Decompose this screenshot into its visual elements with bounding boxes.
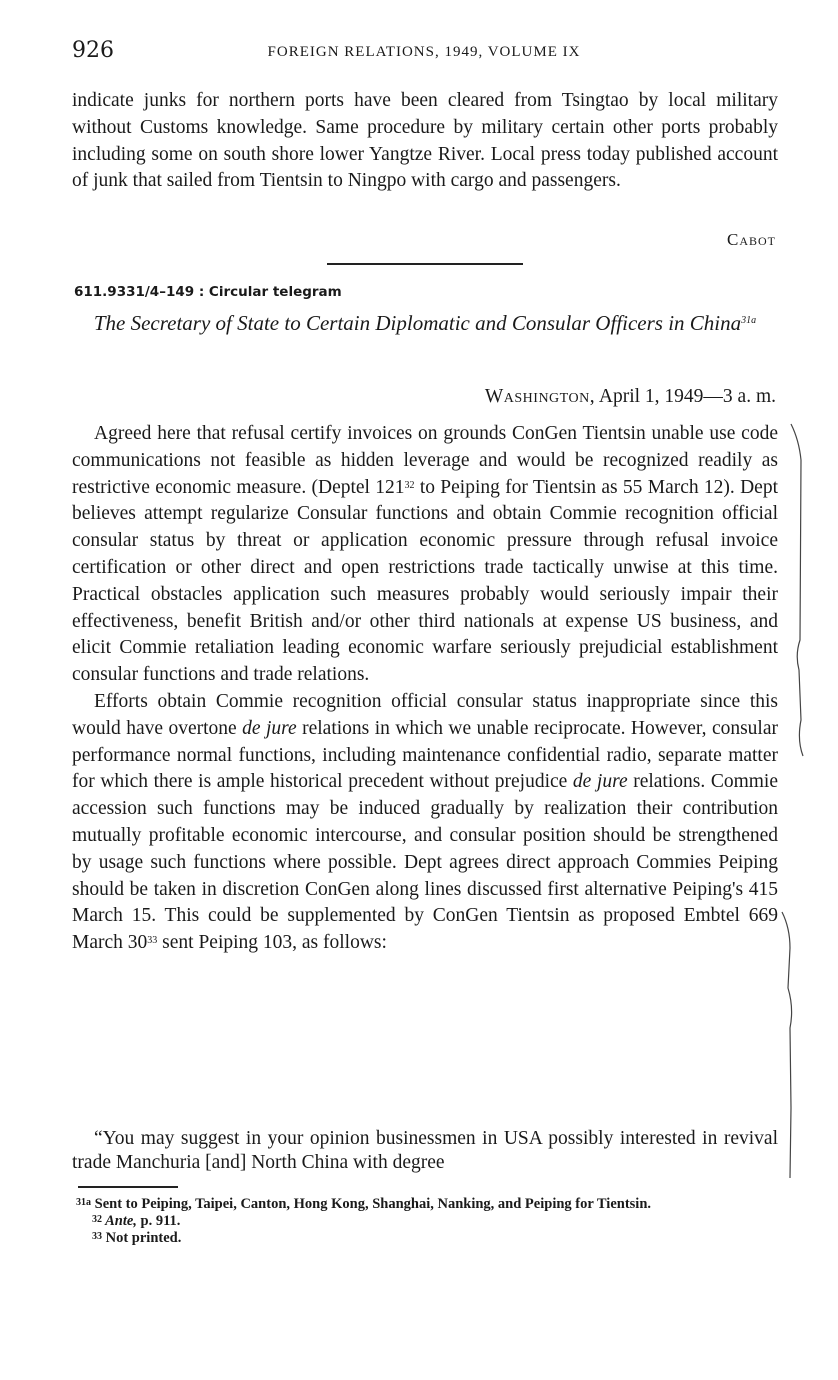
footnote-ref-32: 32 xyxy=(404,479,415,491)
footnote-italic-text: Ante, xyxy=(102,1213,137,1229)
paragraph-1-part-a: Agreed here that refusal certify invoices on grounds ConGen Tientsin unable use code communications not feasible as hidden leverage and would be recognized readily as restrictive economic measure. (Deptel 121 xyxy=(72,423,778,498)
running-head: FOREIGN RELATIONS, 1949, VOLUME IX xyxy=(267,44,581,60)
footnote-ref-33: 33 xyxy=(147,935,158,947)
telegram-body xyxy=(72,421,778,957)
footnote-text: p. 911. xyxy=(136,1213,181,1229)
paragraph-1 xyxy=(72,421,778,689)
page-number: 926 xyxy=(72,38,114,63)
footnote-mark: 33 xyxy=(92,1231,102,1242)
footnote-31a xyxy=(76,1196,782,1213)
paragraph-2-part-d: sent Peiping 103, as follows: xyxy=(157,932,387,954)
signature: Cabot xyxy=(726,230,776,249)
margin-bracket-stroke xyxy=(791,424,803,756)
paragraph-2-part-b: relations in which we unable reciprocate. However, consular performance normal functions, including maintenance confidential radio, separate matter for which there is ample historical precedent without prejudice xyxy=(72,717,779,793)
footnote-text: Not printed. xyxy=(102,1230,182,1246)
paragraph-2 xyxy=(72,689,778,957)
dateline-date: April 1, 1949—3 a. m. xyxy=(598,386,776,407)
footnote-text: Sent to Peiping, Taipei, Canton, Hong Kong, Shanghai, Nanking, and Peiping for Tientsin. xyxy=(91,1196,652,1212)
italic-de-jure-1: de jure xyxy=(242,717,297,739)
italic-de-jure-2: de jure xyxy=(572,771,628,793)
margin-bracket-stroke xyxy=(782,912,792,1178)
page-header xyxy=(72,38,776,68)
paragraph-2-part-a: Efforts obtain Commie recognition official consular status inappropriate since this would have overtone xyxy=(72,690,778,739)
margin-bracket-annotation-2 xyxy=(778,908,808,1183)
top-paragraph: indicate junks for northern ports have been cleared from Tsingtao by local military without Customs knowledge. Same procedure by military certain other ports probably including some on south shore lower Yangtze River. Local press today published account of junk that sailed from Tientsin to Ningpo with cargo and passengers. xyxy=(72,90,778,192)
file-reference: 611.9331/4–149 : Circular telegram xyxy=(74,284,342,300)
paragraph-2-part-c: relations. Commie accession such functions may be induced gradually by realization their contribution mutually profitable economic intercourse, and consular position should be strengthened by usage such functions where possible. Dept agrees direct approach Commies Peiping should be taken in discretion ConGen along lines discussed first alternative Peiping's 415 March 15. This could be supplemented by ConGen Tientsin as proposed Embtel 669 March 30 xyxy=(72,771,778,954)
margin-bracket-annotation-1 xyxy=(785,420,815,760)
document-title xyxy=(72,310,778,336)
footnote-divider xyxy=(78,1186,178,1188)
section-divider xyxy=(327,263,523,265)
document-title-text: The Secretary of State to Certain Diplomatic and Consular Officers in China xyxy=(93,311,742,335)
dateline xyxy=(485,386,776,408)
footnotes xyxy=(76,1196,782,1247)
footnote-mark: 31a xyxy=(76,1197,91,1208)
footnote-32 xyxy=(76,1213,782,1230)
quoted-message: “You may suggest in your opinion businessmen in USA possibly interested in revival trade Manchuria [and] North China with degree xyxy=(72,1128,778,1173)
top-paragraph-block xyxy=(72,88,778,195)
paragraph-1-part-b: to Peiping for Tientsin as 55 March 12). Dept believes attempt regularize Consular functions and obtain Commie recognition official consular status by threat or application economic pressure through refusal invoice certification or other direct and open restrictions trade tactically unwise at this time. Practical obstacles application such measures probably would seriously impair their effectiveness, benefit British and/or other third nationals at expense US business, and elicit Commie retaliation leading economic warfare seriously prejudicial establishment consular functions and trade relations. xyxy=(72,476,778,686)
title-footnote-ref: 31a xyxy=(741,315,757,326)
footnote-33 xyxy=(76,1230,782,1247)
dateline-place: Washington, xyxy=(484,386,596,407)
footnote-mark: 32 xyxy=(92,1214,102,1225)
